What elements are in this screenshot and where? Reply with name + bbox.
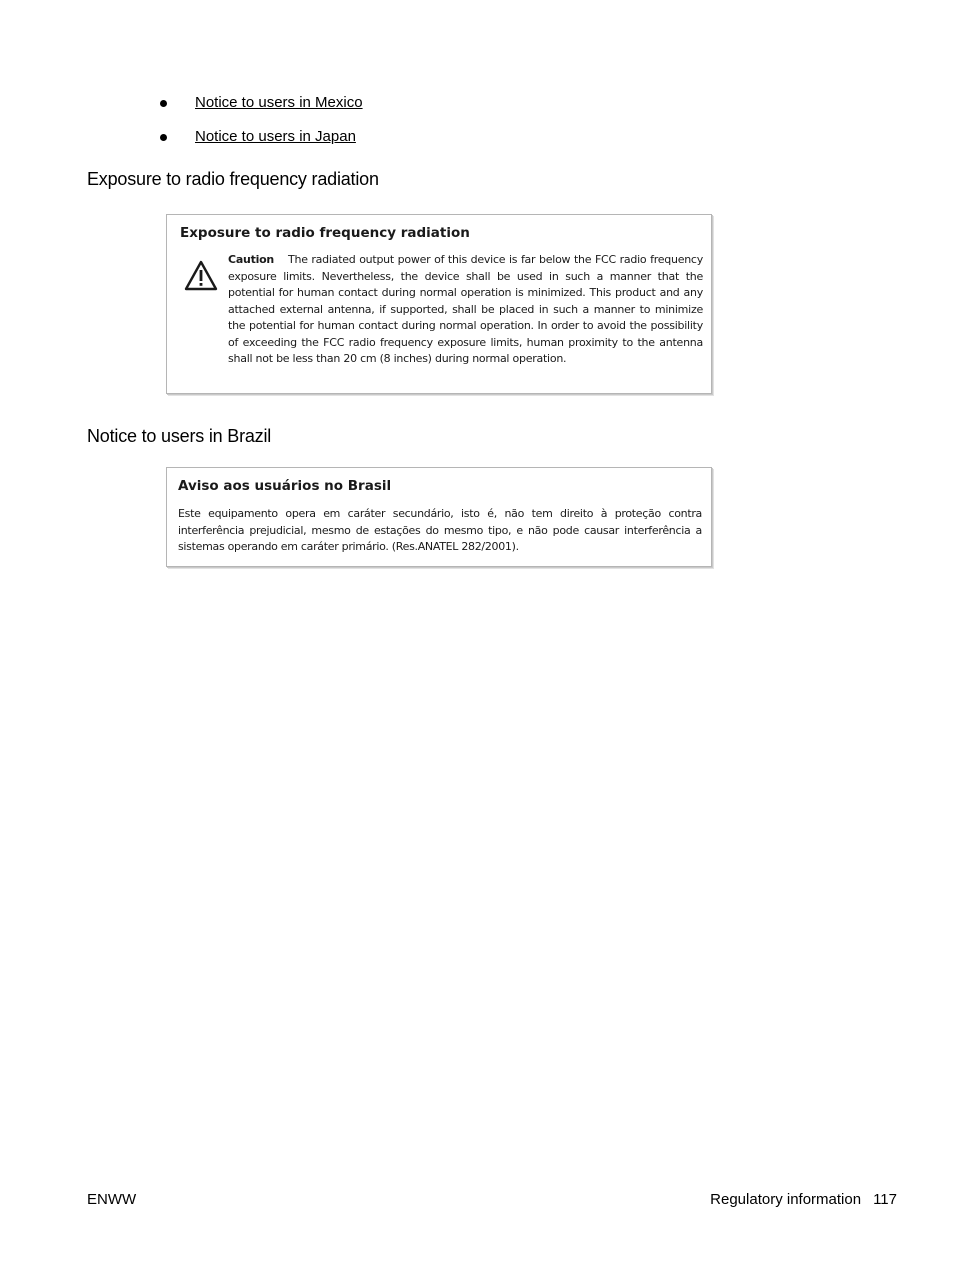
- footer-right: [710, 1191, 897, 1208]
- footer-left-label: ENWW: [87, 1191, 137, 1208]
- caution-paragraph: [228, 252, 703, 368]
- link-mexico[interactable]: Notice to users in Mexico: [195, 94, 363, 111]
- list-item: [160, 127, 363, 161]
- rf-exposure-notice-box: [166, 214, 712, 394]
- footer-section-title: Regulatory information: [710, 1191, 862, 1208]
- brazil-notice-box: [166, 467, 712, 567]
- link-list: [160, 93, 363, 161]
- page-number: 117: [873, 1191, 897, 1208]
- link-japan[interactable]: Notice to users in Japan: [195, 128, 356, 145]
- rf-exposure-heading: Exposure to radio frequency radiation: [87, 169, 379, 189]
- warning-triangle-icon: [184, 259, 218, 293]
- brazil-heading: Notice to users in Brazil: [87, 426, 272, 446]
- brazil-box-title: Aviso aos usuários no Brasil: [178, 478, 392, 494]
- brazil-paragraph: Este equipamento opera em caráter secundário, isto é, não tem direito à proteção contra interferência prejudicial, mesmo de estações do mesmo tipo, e não pode causar interferência a sistemas operando em caráter primário. (Res.ANATEL 282/2001).: [178, 507, 702, 553]
- caution-label: Caution: [228, 253, 274, 266]
- caution-body: The radiated output power of this device is far below the FCC radio frequency exposure limits. Nevertheless, the device shall be used in such a manner that the potential for human contact during normal operation is minimized. This product and any attached external antenna, if supported, shall be placed in such a manner to minimize the potential for human contact during normal operation. In order to avoid the possibility of exceeding the FCC radio frequency exposure limits, human proximity to the antenna shall not be less than 20 cm (8 inches) during normal operation.: [228, 253, 703, 365]
- rf-box-title: Exposure to radio frequency radiation: [180, 225, 470, 241]
- bullet-icon: [160, 134, 167, 141]
- list-item: [160, 93, 363, 127]
- bullet-icon: [160, 100, 167, 107]
